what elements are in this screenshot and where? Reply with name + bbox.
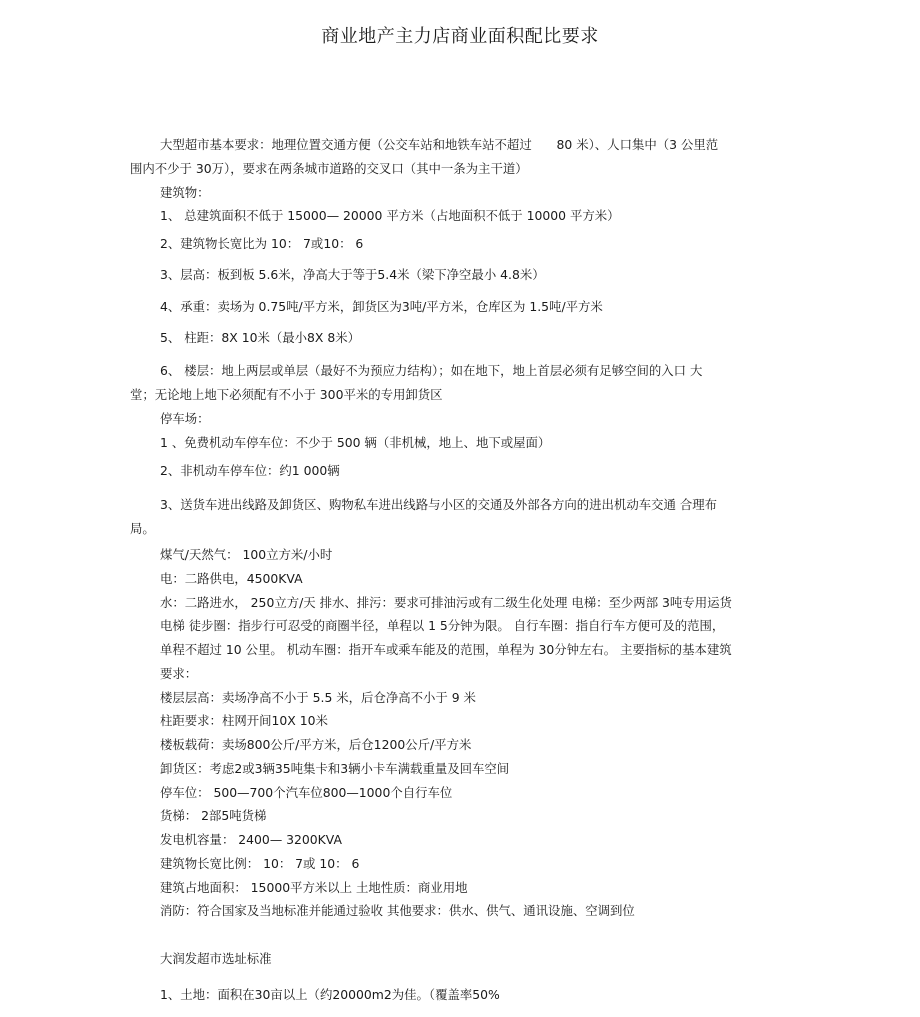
paragraph-line: 电：二路供电，4500KVA <box>160 571 303 586</box>
list-item: 1 、免费机动车停车位：不少于 500 辆（非机械，地上、地下或屋面） <box>160 435 551 450</box>
paragraph-line: 消防：符合国家及当地标准并能通过验收 其他要求：供水、供气、通讯设施、空调到位 <box>160 903 635 918</box>
paragraph-line: 单程不超过 10 公里。 机动车圈：指开车或乘车能及的范围，单程为 30分钟左右。 主要指标的基本建筑 <box>160 642 732 657</box>
paragraph-line: 柱距要求：柱网开间10X 10米 <box>160 713 328 728</box>
list-item: 5、 柱距：8X 10米（最小8X 8米） <box>160 330 360 345</box>
list-item: 6、 楼层：地上两层或单层（最好不为预应力结构）；如在地下，地上首层必须有足够空间的入口 大 <box>160 363 703 378</box>
paragraph-line: 楼层层高：卖场净高不小于 5.5 米，后仓净高不小于 9 米 <box>160 690 476 705</box>
list-item: 3、层高：板到板 5.6米，净高大于等于5.4米（梁下净空最小 4.8米） <box>160 267 545 282</box>
paragraph-line: 楼板载荷：卖场800公斤/平方米，后仓1200公斤/平方米 <box>160 737 472 752</box>
list-item: 1、 总建筑面积不低于 15000— 20000 平方米（占地面积不低于 10000 平方米） <box>160 208 620 223</box>
document-title: 商业地产主力店商业面积配比要求 <box>321 26 599 47</box>
section-heading: 停车场： <box>160 411 210 426</box>
paragraph-line: 大型超市基本要求：地理位置交通方便（公交车站和地铁车站不超过 80 米）、人口集中（3 公里范 <box>160 137 719 152</box>
paragraph-line: 发电机容量： 2400— 3200KVA <box>160 832 342 847</box>
paragraph-line: 煤气/天然气： 100立方米/小时 <box>160 547 333 562</box>
paragraph-line: 卸货区：考虑2或3辆35吨集卡和3辆小卡车满载重量及回车空间 <box>160 761 510 776</box>
paragraph-line: 要求： <box>160 666 198 681</box>
paragraph-line: 建筑物长宽比例： 10： 7或 10： 6 <box>160 856 360 871</box>
section-heading: 建筑物： <box>160 185 210 200</box>
paragraph-line: 货梯： 2部5吨货梯 <box>160 808 267 823</box>
paragraph-line: 电梯 徒步圈：指步行可忍受的商圈半径，单程以 1 5分钟为限。 自行车圈：指自行车方便可及的范围， <box>160 618 725 633</box>
paragraph-line: 停车位： 500—700个汽车位800—1000个自行车位 <box>160 785 453 800</box>
paragraph-line: 堂；无论地上地下必须配有不小于 300平米的专用卸货区 <box>130 387 443 402</box>
list-item: 2、非机动车停车位：约1 000辆 <box>160 463 340 478</box>
list-item: 3、送货车进出线路及卸货区、购物私车进出线路与小区的交通及外部各方向的进出机动车交通 合理布 <box>160 497 718 512</box>
list-item: 2、建筑物长宽比为 10： 7或10： 6 <box>160 236 364 251</box>
list-item: 1、土地：面积在30亩以上（约20000m2为佳。（覆盖率50% <box>160 987 500 1002</box>
section-heading: 大润发超市选址标准 <box>160 951 272 966</box>
paragraph-line: 围内不少于 30万），要求在两条城市道路的交叉口（其中一条为主干道） <box>130 161 528 176</box>
paragraph-line: 水：二路进水， 250立方/天 排水、排污：要求可排油污或有二级生化处理 电梯：至少两部 3吨专用运货 <box>160 595 732 610</box>
paragraph-line: 局。 <box>130 521 155 536</box>
list-item: 4、承重：卖场为 0.75吨/平方米，卸货区为3吨/平方米，仓库区为 1.5吨/平方米 <box>160 299 603 314</box>
paragraph-line: 建筑占地面积： 15000平方米以上 土地性质：商业用地 <box>160 880 468 895</box>
